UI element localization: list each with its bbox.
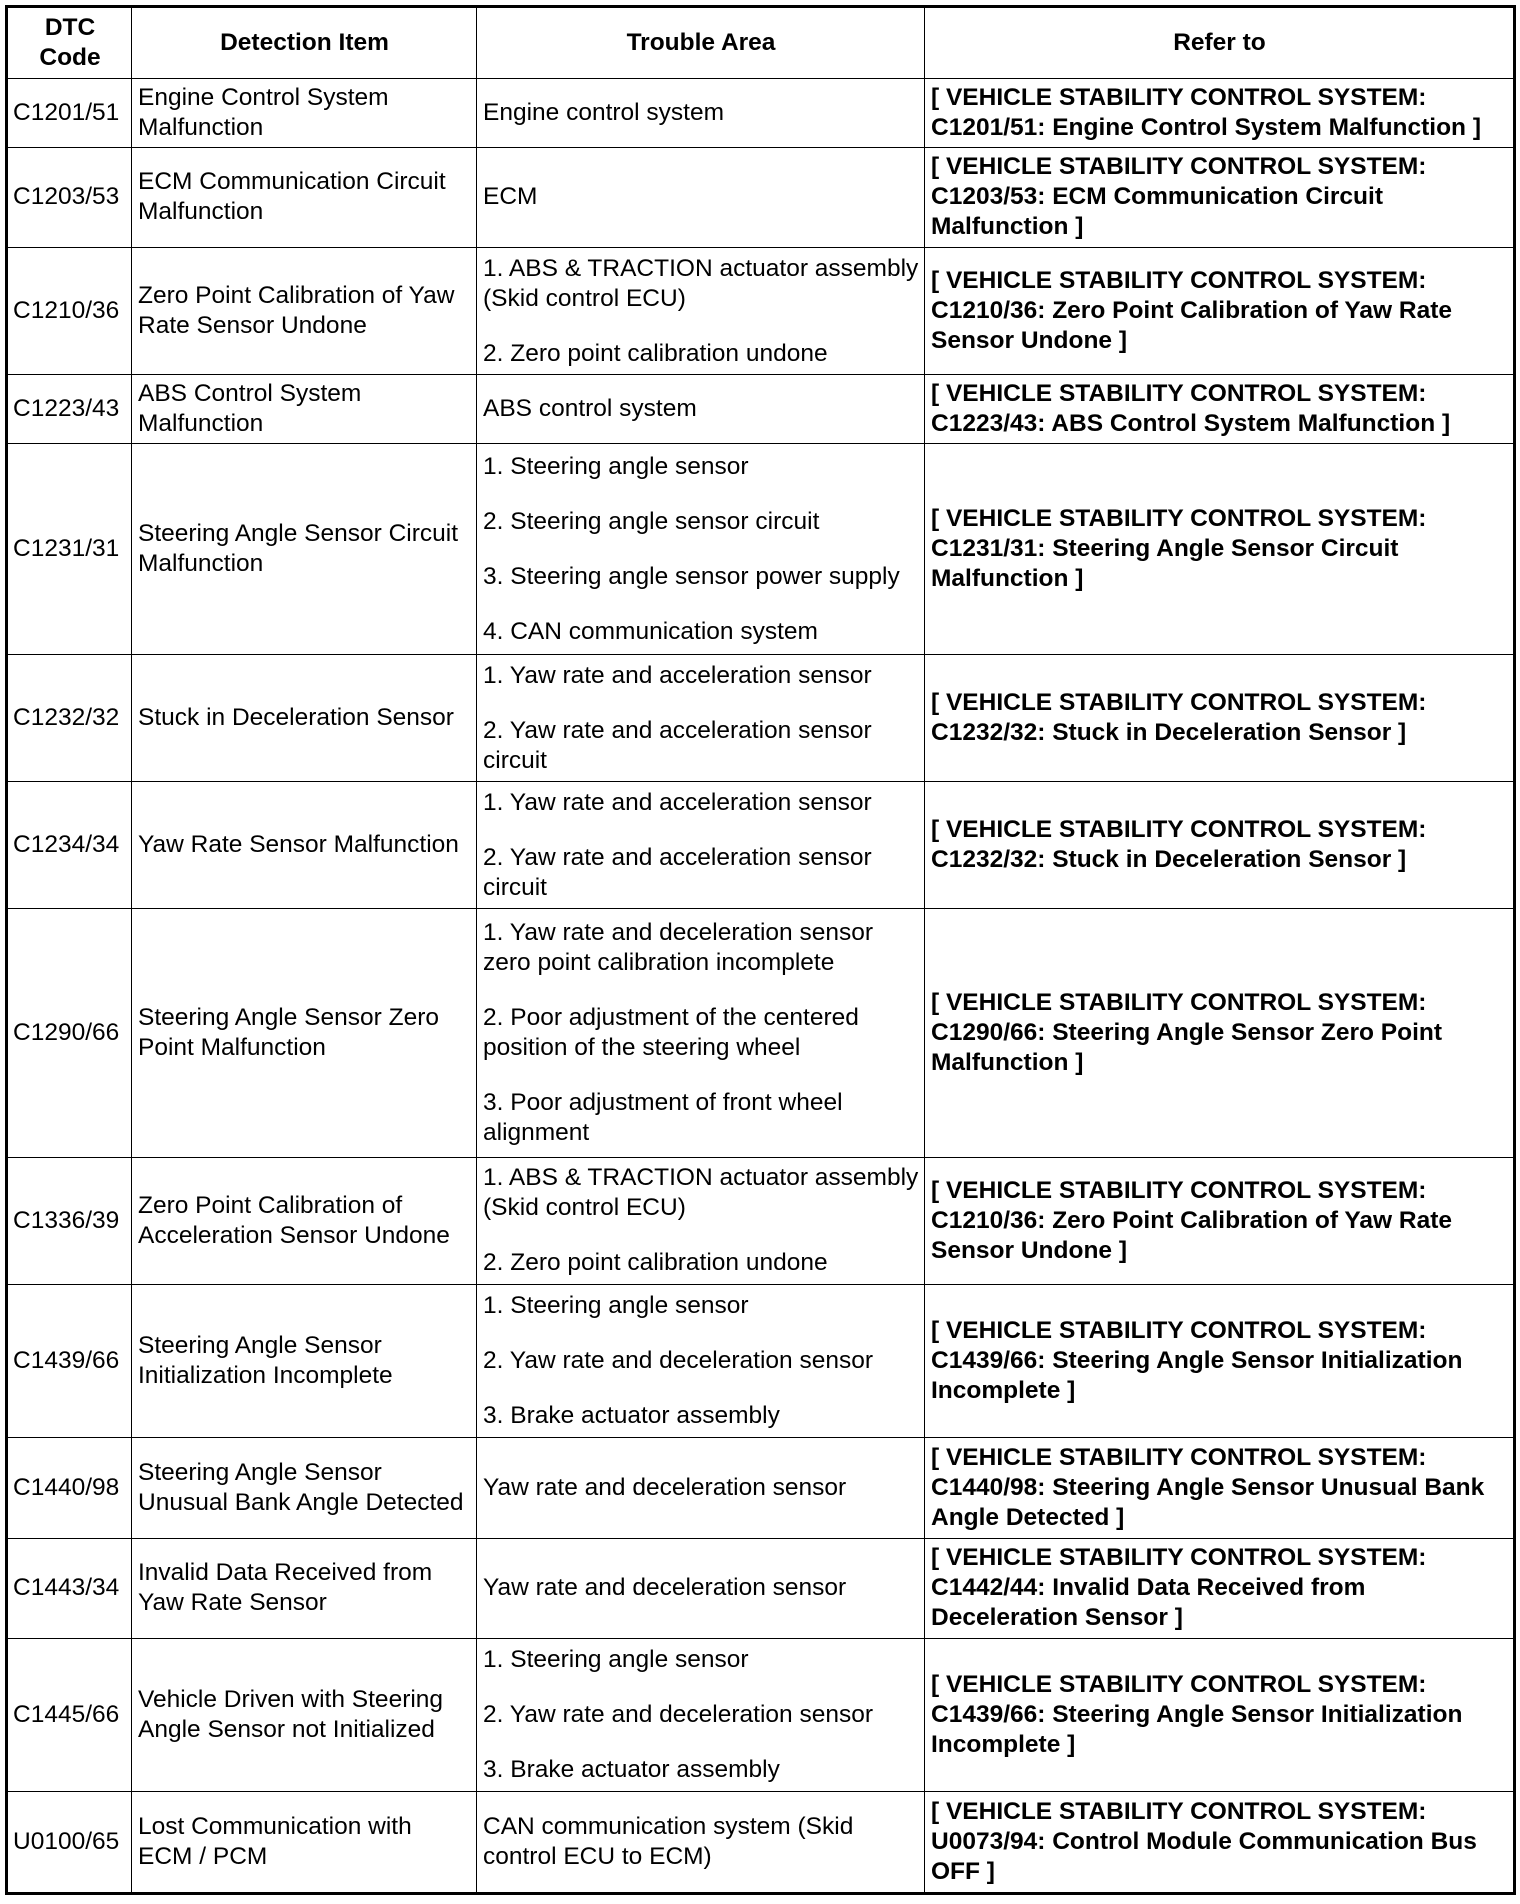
- dtc-code-cell: U0100/65: [7, 1792, 132, 1894]
- table-row: [7, 1538, 1515, 1638]
- table-row: [7, 443, 1515, 655]
- trouble-area-item: 2. Yaw rate and deceleration sensor: [483, 1701, 873, 1729]
- trouble-area-item: 2. Zero point calibration undone: [483, 1249, 828, 1277]
- trouble-area-cell: [477, 1639, 925, 1792]
- trouble-area-cell: [477, 248, 925, 375]
- trouble-area-cell: [477, 1284, 925, 1437]
- table-row: [7, 248, 1515, 375]
- dtc-table: [5, 5, 1516, 1895]
- trouble-area-cell: [477, 909, 925, 1158]
- trouble-area-item: 3. Steering angle sensor power supply: [483, 562, 900, 590]
- header-dtc-code-line1: DTC: [44, 14, 96, 41]
- trouble-area-cell: [477, 1157, 925, 1284]
- refer-to-cell: [ VEHICLE STABILITY CONTROL SYSTEM: C1231/31: Steering Angle Sensor Circuit Malfunction ]: [925, 443, 1515, 655]
- trouble-area-cell: [477, 655, 925, 782]
- dtc-code-cell: C1201/51: [7, 79, 132, 148]
- trouble-area-item: 2. Steering angle sensor circuit: [483, 507, 820, 535]
- table-row: [7, 1792, 1515, 1894]
- dtc-code-cell: C1290/66: [7, 909, 132, 1158]
- dtc-code-cell: C1443/34: [7, 1538, 132, 1638]
- table-body: [7, 79, 1515, 1894]
- table-header: [7, 7, 1515, 79]
- refer-to-cell: [ VEHICLE STABILITY CONTROL SYSTEM: C1223/43: ABS Control System Malfunction ]: [925, 375, 1515, 444]
- table-row: [7, 1639, 1515, 1792]
- detection-item-cell: Engine Control System Malfunction: [132, 79, 477, 148]
- detection-item-cell: ECM Communication Circuit Malfunction: [132, 147, 477, 247]
- trouble-area-item: 2. Zero point calibration undone: [483, 339, 828, 367]
- dtc-code-cell: C1445/66: [7, 1639, 132, 1792]
- trouble-area-item: Yaw rate and deceleration sensor: [483, 1473, 847, 1501]
- table-row: [7, 655, 1515, 782]
- detection-item-cell: Zero Point Calibration of Yaw Rate Sensor Undone: [132, 248, 477, 375]
- trouble-area-item: 3. Brake actuator assembly: [483, 1401, 780, 1429]
- dtc-code-cell: C1223/43: [7, 375, 132, 444]
- detection-item-cell: Vehicle Driven with Steering Angle Sensor not Initialized: [132, 1639, 477, 1792]
- trouble-area-item: 1. Steering angle sensor: [483, 452, 749, 480]
- detection-item-cell: ABS Control System Malfunction: [132, 375, 477, 444]
- refer-to-cell: [ VEHICLE STABILITY CONTROL SYSTEM: C1232/32: Stuck in Deceleration Sensor ]: [925, 655, 1515, 782]
- trouble-area-cell: [477, 1438, 925, 1538]
- refer-to-cell: [ VEHICLE STABILITY CONTROL SYSTEM: C1439/66: Steering Angle Sensor Initialization Incomplete ]: [925, 1284, 1515, 1437]
- trouble-area-item: Engine control system: [483, 98, 725, 126]
- dtc-code-cell: C1210/36: [7, 248, 132, 375]
- trouble-area-item: 1. Steering angle sensor: [483, 1291, 749, 1319]
- trouble-area-cell: [477, 443, 925, 655]
- dtc-code-cell: C1336/39: [7, 1157, 132, 1284]
- refer-to-cell: [ VEHICLE STABILITY CONTROL SYSTEM: C1440/98: Steering Angle Sensor Unusual Bank Angle Detected ]: [925, 1438, 1515, 1538]
- table-row: [7, 1284, 1515, 1437]
- trouble-area-item: 4. CAN communication system: [483, 617, 818, 645]
- trouble-area-cell: [477, 375, 925, 444]
- trouble-area-item: 2. Yaw rate and acceleration sensor circuit: [483, 843, 872, 901]
- detection-item-cell: Lost Communication with ECM / PCM: [132, 1792, 477, 1894]
- trouble-area-cell: [477, 1792, 925, 1894]
- trouble-area-item: 1. Yaw rate and deceleration sensor zero point calibration incomplete: [483, 919, 873, 977]
- trouble-area-cell: [477, 782, 925, 909]
- trouble-area-item: 3. Brake actuator assembly: [483, 1756, 780, 1784]
- trouble-area-item: Yaw rate and deceleration sensor: [483, 1574, 847, 1602]
- trouble-area-item: ABS control system: [483, 395, 697, 423]
- dtc-code-cell: C1231/31: [7, 443, 132, 655]
- header-refer-to: Refer to: [925, 7, 1515, 79]
- refer-to-cell: [ VEHICLE STABILITY CONTROL SYSTEM: C1290/66: Steering Angle Sensor Zero Point Malfunction ]: [925, 909, 1515, 1158]
- dtc-code-cell: C1203/53: [7, 147, 132, 247]
- table-row: [7, 909, 1515, 1158]
- table-row: [7, 782, 1515, 909]
- trouble-area-item: 1. Yaw rate and acceleration sensor: [483, 661, 872, 689]
- header-dtc-code: [7, 7, 132, 79]
- trouble-area-item: 2. Yaw rate and acceleration sensor circuit: [483, 716, 872, 774]
- refer-to-cell: [ VEHICLE STABILITY CONTROL SYSTEM: C1442/44: Invalid Data Received from Deceleration Sensor ]: [925, 1538, 1515, 1638]
- detection-item-cell: Steering Angle Sensor Zero Point Malfunction: [132, 909, 477, 1158]
- trouble-area-item: 1. Yaw rate and acceleration sensor: [483, 788, 872, 816]
- table-row: [7, 1157, 1515, 1284]
- detection-item-cell: Steering Angle Sensor Circuit Malfunction: [132, 443, 477, 655]
- detection-item-cell: Steering Angle Sensor Initialization Incomplete: [132, 1284, 477, 1437]
- table-row: [7, 79, 1515, 148]
- trouble-area-item: 2. Yaw rate and deceleration sensor: [483, 1346, 873, 1374]
- detection-item-cell: Stuck in Deceleration Sensor: [132, 655, 477, 782]
- refer-to-cell: [ VEHICLE STABILITY CONTROL SYSTEM: C1203/53: ECM Communication Circuit Malfunction ]: [925, 147, 1515, 247]
- header-dtc-code-line2: Code: [39, 44, 101, 71]
- trouble-area-item: 1. ABS & TRACTION actuator assembly (Skid control ECU): [483, 254, 919, 312]
- refer-to-cell: [ VEHICLE STABILITY CONTROL SYSTEM: C1210/36: Zero Point Calibration of Yaw Rate Sensor Undone ]: [925, 248, 1515, 375]
- trouble-area-item: 1. ABS & TRACTION actuator assembly (Skid control ECU): [483, 1164, 919, 1222]
- refer-to-cell: [ VEHICLE STABILITY CONTROL SYSTEM: C1201/51: Engine Control System Malfunction ]: [925, 79, 1515, 148]
- table-row: [7, 375, 1515, 444]
- detection-item-cell: Yaw Rate Sensor Malfunction: [132, 782, 477, 909]
- header-detection-item: Detection Item: [132, 7, 477, 79]
- trouble-area-cell: [477, 1538, 925, 1638]
- trouble-area-item: CAN communication system (Skid control ECU to ECM): [483, 1813, 854, 1871]
- dtc-code-cell: C1440/98: [7, 1438, 132, 1538]
- trouble-area-cell: [477, 147, 925, 247]
- trouble-area-item: 3. Poor adjustment of front wheel alignment: [483, 1089, 843, 1147]
- refer-to-cell: [ VEHICLE STABILITY CONTROL SYSTEM: C1232/32: Stuck in Deceleration Sensor ]: [925, 782, 1515, 909]
- detection-item-cell: Zero Point Calibration of Acceleration Sensor Undone: [132, 1157, 477, 1284]
- trouble-area-item: 1. Steering angle sensor: [483, 1646, 749, 1674]
- table-row: [7, 1438, 1515, 1538]
- detection-item-cell: Steering Angle Sensor Unusual Bank Angle Detected: [132, 1438, 477, 1538]
- refer-to-cell: [ VEHICLE STABILITY CONTROL SYSTEM: C1210/36: Zero Point Calibration of Yaw Rate Sensor Undone ]: [925, 1157, 1515, 1284]
- trouble-area-item: ECM: [483, 183, 538, 211]
- trouble-area-cell: [477, 79, 925, 148]
- header-trouble-area: Trouble Area: [477, 7, 925, 79]
- refer-to-cell: [ VEHICLE STABILITY CONTROL SYSTEM: U0073/94: Control Module Communication Bus OFF ]: [925, 1792, 1515, 1894]
- header-row: [7, 7, 1515, 79]
- dtc-code-cell: C1234/34: [7, 782, 132, 909]
- trouble-area-item: 2. Poor adjustment of the centered position of the steering wheel: [483, 1004, 859, 1062]
- dtc-code-cell: C1232/32: [7, 655, 132, 782]
- detection-item-cell: Invalid Data Received from Yaw Rate Sensor: [132, 1538, 477, 1638]
- refer-to-cell: [ VEHICLE STABILITY CONTROL SYSTEM: C1439/66: Steering Angle Sensor Initialization Incomplete ]: [925, 1639, 1515, 1792]
- dtc-code-cell: C1439/66: [7, 1284, 132, 1437]
- table-row: [7, 147, 1515, 247]
